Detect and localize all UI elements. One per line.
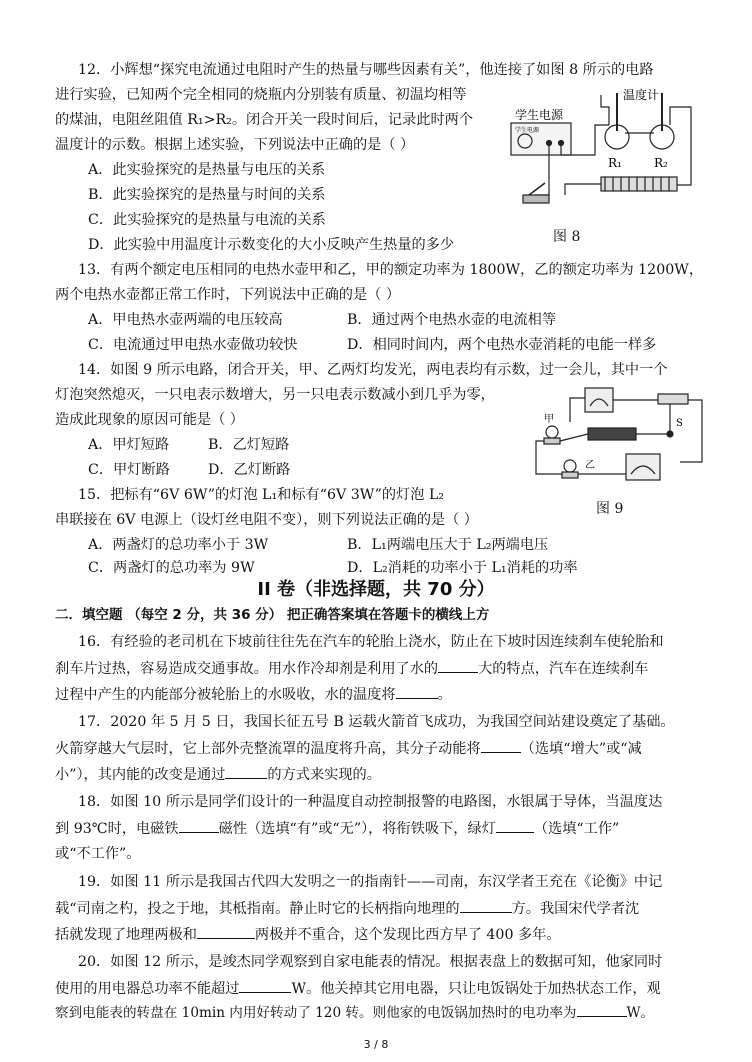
q16-line2-b: 大的特点，汽车在连续刹车 [478,661,649,677]
q15-option-b: B．L₁两端电压大于 L₂两端电压 [347,537,549,553]
q20-line3-a: 察到电能表的转盘在 10min 内用好转动了 120 转。则他家的电饭锅加热时的电功率为 [55,1005,577,1021]
q18-line2-a: 到 93℃时，电磁铁 [55,821,179,837]
figure-8-circuit [505,85,705,230]
q13-option-b: B．通过两个电热水壶的电流相等 [347,312,557,328]
q13-option-a: A．甲电热水壶两端的电压较高 [88,312,283,328]
figure-8-caption: 图 8 [553,229,581,245]
q17-blank2[interactable] [225,764,267,779]
q16-blank1[interactable] [438,658,478,673]
q18-line1: 18．如图 10 所示是同学们设计的一种温度自动控制报警的电路图，水银属于导体，当温度达 [78,794,663,810]
fig9-yi-label: 乙 [585,460,595,471]
q12-option-b: B．此实验探究的是热量与时间的关系 [88,187,326,203]
q14-line1: 14．如图 9 所示电路，闭合开关，甲、乙两灯均发光，两电表均有示数，过一会儿，其中一个 [78,362,668,378]
q14-option-c: C．甲灯断路 [88,462,170,478]
q16-line3 [55,684,452,705]
q20-blank2[interactable] [577,1002,627,1017]
fig8-thermometer-label: 温度计 [623,88,660,102]
q19-line3 [55,924,561,945]
q17-line2-a: 火箭穿越大气层时，它上部外壳整流罩的温度将升高，其分子动能将 [55,741,481,757]
q13-line2: 两个电热水壶都正常工作时，下列说法中正确的是（ ） [55,287,401,303]
q14-option-d: D．乙灯断路 [208,462,291,478]
fig9-jia-label: 甲 [544,414,554,425]
q20-line2-b: W。他关掉其它用电器，只让电饭锅处于加热状态工作，观 [291,981,661,997]
q19-line2 [55,898,639,919]
q19-blank1[interactable] [460,898,512,913]
q13-line1: 13．有两个额定电压相同的电热水壶甲和乙，甲的额定功率为 1800W，乙的额定功率为 1200W， [78,262,704,278]
q14-line3: 造成此现象的原因可能是（ ） [55,412,244,428]
q17-line1: 17．2020 年 5 月 5 日，我国长征五号 B 运载火箭首飞成功，为我国空间站建设奠定了基础。 [78,714,675,730]
q20-line1: 20．如图 12 所示，是竣杰同学观察到自家电能表的情况。根据表盘上的数据可知，他家同时 [78,954,663,970]
q15-option-a: A．两盏灯的总功率小于 3W [88,537,269,553]
q18-line3: 或“不工作”。 [55,846,141,862]
q18-blank2[interactable] [496,818,534,833]
q20-line2 [55,978,661,999]
q17-line2 [55,738,642,759]
fig8-power-label: 学生电源 [515,108,564,122]
q16-line3-b: 。 [437,687,452,703]
q18-line2-c: （选填“工作” [533,821,620,837]
q17-blank1[interactable] [481,738,521,753]
q20-line3-b: W。 [626,1005,655,1021]
q20-blank1[interactable] [239,978,291,993]
q15-option-d: D．L₂消耗的功率小于 L₁消耗的功率 [347,560,578,576]
q15-line1: 15．把标有“6V 6W”的灯泡 L₁和标有“6V 3W”的灯泡 L₂ [78,487,445,503]
q14-line2: 灯泡突然熄灭，一只电表示数增大，另一只电表示数减小到几乎为零， [55,387,495,403]
q17-line2-b: （选填“增大”或“减 [520,741,642,757]
q18-line2-b: 磁性（选填“有”或“无”），将衔铁吸下，绿灯 [218,821,496,837]
figure-9-circuit [530,382,710,492]
q19-line3-b: 两极并不重合，这个发现比西方早了 400 多年。 [254,927,561,943]
q18-line2 [55,818,619,839]
q19-line3-a: 括就发现了地理两极和 [55,927,197,943]
fig8-r1-label: R₁ [608,156,622,170]
page-number: 3 / 8 [363,1038,389,1051]
q16-line2-a: 刹车片过热，容易造成交通事故。用水作冷却剂是利用了水的 [55,661,439,677]
fig8-r2-label: R₂ [654,156,668,170]
q16-line2 [55,658,648,679]
q19-line1: 19．如图 11 所示是我国古代四大发明之一的指南针——司南，东汉学者王充在《论衡》中记 [78,874,663,890]
q12-line4: 温度计的示数。根据上述实验，下列说法中正确的是（ ） [55,137,415,153]
q15-option-c: C．两盏灯的总功率为 9W [88,560,255,576]
q15-line2: 串联接在 6V 电源上（设灯丝电阻不变），则下列说法正确的是（ ） [55,512,478,528]
q13-option-c: C．电流通过甲电热水壶做功较快 [88,337,298,353]
q17-line3 [55,764,381,785]
q20-line2-a: 使用的用电器总功率不能超过 [55,981,240,997]
q18-blank1[interactable] [179,818,219,833]
q12-option-a: A．此实验探究的是热量与电压的关系 [88,162,326,178]
q19-blank2[interactable] [197,924,255,939]
q14-option-b: B．乙灯短路 [208,437,290,453]
q12-option-c: C．此实验探究的是热量与电流的关系 [88,212,326,228]
fig8-power-small: 学生电源 [515,127,540,134]
q12-line1: 12．小辉想“探究电流通过电阻时产生的热量与哪些因素有关”，他连接了如图 8 所示的电路 [78,62,654,78]
q19-line2-b: 方。我国宋代学者沈 [511,901,640,917]
q13-option-d: D．相同时间内，两个电热水壶消耗的电能一样多 [347,337,657,353]
q20-line3 [55,1002,654,1023]
figure-9-caption: 图 9 [596,501,624,517]
fig9-switch-label: S [676,418,683,429]
q17-line3-a: 小”），其内能的改变是通过 [55,767,226,783]
q17-line3-b: 的方式来实现的。 [267,767,381,783]
q12-line2: 进行实验，已知两个完全相同的烧瓶内分别装有质量、初温均相等 [55,87,467,103]
q16-blank2[interactable] [396,684,438,699]
q12-line3: 的煤油，电阻丝阻值 R₁>R₂。闭合开关一段时间后，记录此时两个 [55,112,474,128]
q16-line3-a: 过程中产生的内能部分被轮胎上的水吸收，水的温度将 [55,687,396,703]
q19-line2-a: 载“司南之杓，投之于地，其柢指南。静止时它的长柄指向地理的 [55,901,460,917]
q12-option-d: D．此实验中用温度计示数变化的大小反映产生热量的多少 [88,237,455,253]
fill-in-heading: 二．填空题 （每空 2 分，共 36 分） 把正确答案填在答题卡的横线上方 [55,607,490,623]
section-title: II 卷（非选择题，共 70 分） [257,579,495,600]
q16-line1: 16．有经验的老司机在下坡前往往先在汽车的轮胎上浇水，防止在下坡时因连续刹车使轮胎和 [78,634,664,650]
q14-option-a: A．甲灯短路 [88,437,170,453]
